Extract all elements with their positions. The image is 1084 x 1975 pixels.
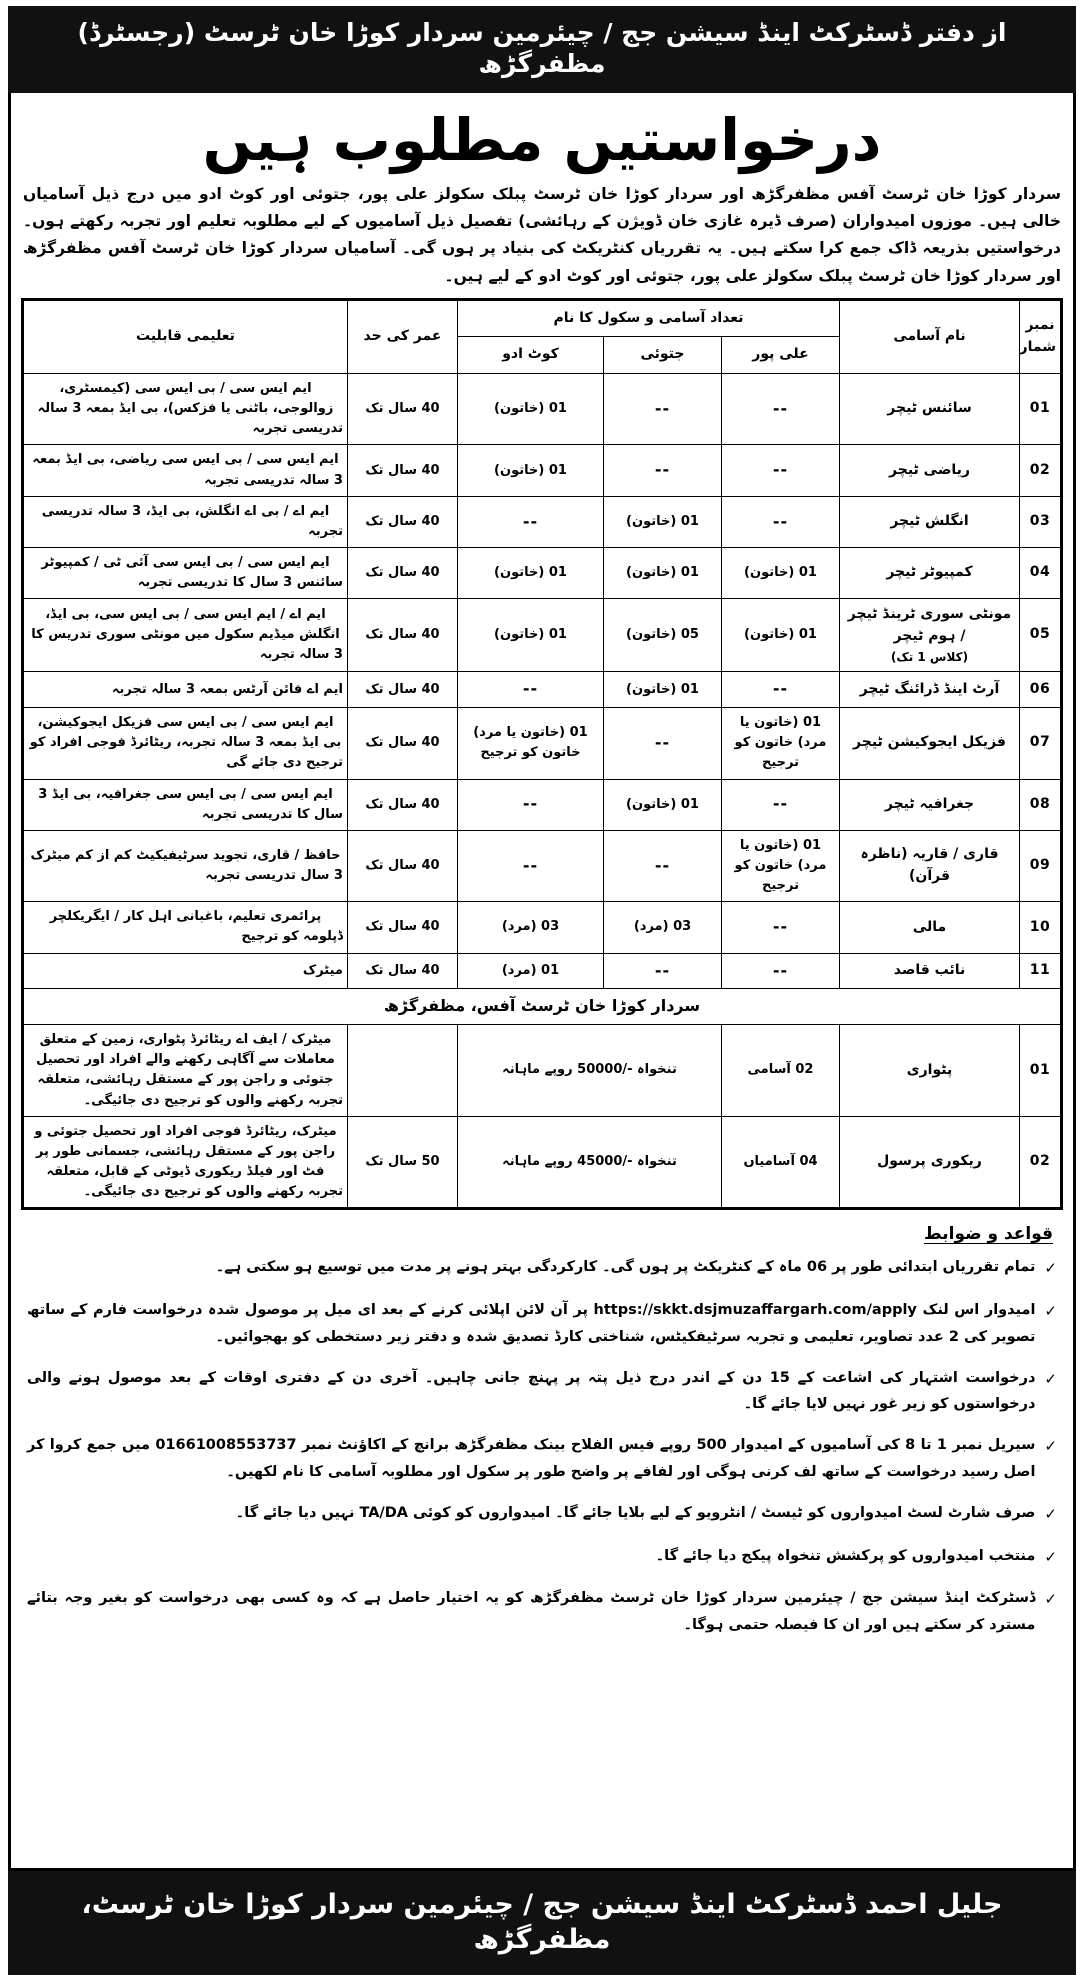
cell-jatoi-9: 03 (مرد) xyxy=(604,902,722,953)
rule-text-6: ڈسٹرکٹ اینڈ سیشن جج / چیئرمین سردار کوڑا خان ٹرسٹ مظفرگڑھ کو یہ اختیار حاصل ہے کہ وہ کسی بھی درخواست کو بغیر وجہ بتائے مسترد کر سکتے ہیں اور ان کا فیصلہ حتمی ہوگا۔ xyxy=(27,1590,1036,1634)
cell-salary-s2-0: تنخواہ -/50000 روپے ماہانہ xyxy=(457,1025,721,1117)
table-row xyxy=(23,1116,1062,1209)
cell-qualification-8: حافظ / قاری، تجوید سرٹیفیکیٹ کم از کم میٹرک 3 سال تدریسی تجربہ xyxy=(23,830,348,901)
cell-qualification-1: ایم ایس سی / بی ایس سی ریاضی، بی ایڈ بمعہ 3 سالہ تدریسی تجربہ xyxy=(23,445,348,496)
cell-kotaddu-9: 03 (مرد) xyxy=(457,902,603,953)
cell-post-9: مالی xyxy=(840,902,1020,953)
cell-serial-7: 08 xyxy=(1020,779,1062,830)
cell-qualification-7: ایم ایس سی / بی ایس سی جغرافیہ، بی ایڈ 3 سال کا تدریسی تجربہ xyxy=(23,779,348,830)
check-icon: ✓ xyxy=(1044,1259,1057,1278)
cell-alipur-0: -- xyxy=(722,374,840,445)
header-serial: نمبر شمار xyxy=(1020,299,1062,373)
cell-serial-1: 02 xyxy=(1020,445,1062,496)
cell-age-6: 40 سال تک xyxy=(347,708,457,779)
cell-alipur-1: -- xyxy=(722,445,840,496)
list-item xyxy=(27,1543,1057,1572)
table-row xyxy=(23,830,1062,901)
check-icon: ✓ xyxy=(1044,1547,1057,1566)
cell-post-4: مونٹی سوری ٹرینڈ ٹیچر / ہوم ٹیچر (کلاس 1 تک) xyxy=(840,599,1020,672)
header-alipur: علی پور xyxy=(722,337,840,374)
vacancies-table xyxy=(21,298,1063,1211)
rule-text-2: درخواست اشتہار کی اشاعت کے 15 دن کے اندر درج ذیل پتہ پر پہنچ جانی چاہیں۔ آخری دن کے دفتری اوقات کے بعد موصول ہونے والی درخواستوں کو زیر غور نہیں لایا جائے گا۔ xyxy=(27,1369,1036,1413)
cell-serial-9: 10 xyxy=(1020,902,1062,953)
cell-kotaddu-6: 01 (خاتون یا مرد) خاتون کو ترجیح xyxy=(457,708,603,779)
cell-age-s2-0 xyxy=(347,1025,457,1117)
cell-serial-4: 05 xyxy=(1020,599,1062,672)
cell-qualification-9: پرائمری تعلیم، باغبانی اہل کار / ایگریکلچر ڈپلومہ کو ترجیح xyxy=(23,902,348,953)
cell-qualification-4: ایم اے / ایم ایس سی / بی ایس سی، بی ایڈ، انگلش میڈیم سکول میں مونٹی سوری تدریس کا 3 سالہ تجربہ xyxy=(23,599,348,672)
cell-jatoi-6: -- xyxy=(604,708,722,779)
table-row xyxy=(23,374,1062,445)
header-kotaddu: کوٹ ادو xyxy=(457,337,603,374)
intro-paragraph: سردار کوڑا خان ٹرسٹ آفس مظفرگڑھ اور سردار کوڑا خان ٹرسٹ پبلک سکولز علی پور، جتوئی اور کوٹ ادو میں درج ذیل آسامیاں خالی ہیں۔ موزوں امیدواران (صرف ڈیرہ غازی خان ڈویژن کے رہائشی) تفصیل ذیل آسامیوں کے لیے مطلوبہ تعلیم اور تجربہ رکھتے ہوں۔ درخواستیں بذریعہ ڈاک جمع کرا سکتے ہیں۔ یہ تقرریاں کنٹریکٹ کی بنیاد پر ہوں گی۔ آسامیاں سردار کوڑا خان ٹرسٹ آفس مظفرگڑھ اور سردار کوڑا خان ٹرسٹ پبلک سکولز علی پور، جتوئی اور کوٹ ادو کے لیے ہیں۔ xyxy=(23,185,1061,285)
header-age-limit: عمر کی حد xyxy=(347,299,457,373)
check-icon: ✓ xyxy=(1044,1369,1057,1388)
cell-count-s2-0: 02 آسامی xyxy=(722,1025,840,1117)
cell-alipur-5: -- xyxy=(722,672,840,708)
cell-age-2: 40 سال تک xyxy=(347,496,457,547)
cell-alipur-3: 01 (خاتون) xyxy=(722,548,840,599)
cell-jatoi-7: 01 (خاتون) xyxy=(604,779,722,830)
list-item xyxy=(27,1585,1057,1639)
cell-kotaddu-0: 01 (خاتون) xyxy=(457,374,603,445)
table-row xyxy=(23,708,1062,779)
cell-salary-s2-1: تنخواہ -/45000 روپے ماہانہ xyxy=(457,1116,721,1209)
table-row xyxy=(23,496,1062,547)
cell-post-6: فزیکل ایجوکیشن ٹیچر xyxy=(840,708,1020,779)
list-item xyxy=(27,1365,1057,1419)
cell-post-10: نائب قاصد xyxy=(840,953,1020,989)
cell-alipur-4: 01 (خاتون) xyxy=(722,599,840,672)
cell-post-1: ریاضی ٹیچر xyxy=(840,445,1020,496)
cell-age-8: 40 سال تک xyxy=(347,830,457,901)
header-count-and-school: تعداد آسامی و سکول کا نام xyxy=(457,299,839,337)
rules-list xyxy=(27,1254,1057,1639)
cell-serial-6: 07 xyxy=(1020,708,1062,779)
list-item xyxy=(27,1254,1057,1283)
table-row xyxy=(23,902,1062,953)
cell-serial-8: 09 xyxy=(1020,830,1062,901)
cell-qualification-10: میٹرک xyxy=(23,953,348,989)
cell-age-9: 40 سال تک xyxy=(347,902,457,953)
cell-qualification-5: ایم اے فائن آرٹس بمعہ 3 سالہ تجربہ xyxy=(23,672,348,708)
table-row xyxy=(23,548,1062,599)
poster-body-frame xyxy=(8,93,1076,1871)
cell-alipur-2: -- xyxy=(722,496,840,547)
bank-account-number: 01661008553737 xyxy=(155,1437,297,1454)
cell-age-5: 40 سال تک xyxy=(347,672,457,708)
cell-kotaddu-1: 01 (خاتون) xyxy=(457,445,603,496)
cell-qualification-0: ایم ایس سی / بی ایس سی (کیمسٹری، زوالوجی، باٹنی یا فزکس)، بی ایڈ بمعہ 3 سالہ تدریسی تجربہ xyxy=(23,374,348,445)
table-row xyxy=(23,672,1062,708)
cell-age-4: 40 سال تک xyxy=(347,599,457,672)
cell-jatoi-1: -- xyxy=(604,445,722,496)
cell-serial-0: 01 xyxy=(1020,374,1062,445)
cell-kotaddu-3: 01 (خاتون) xyxy=(457,548,603,599)
cell-kotaddu-2: -- xyxy=(457,496,603,547)
cell-alipur-9: -- xyxy=(722,902,840,953)
cell-post-s2-0: پٹواری xyxy=(840,1025,1020,1117)
cell-kotaddu-8: -- xyxy=(457,830,603,901)
cell-jatoi-4: 05 (خاتون) xyxy=(604,599,722,672)
cell-kotaddu-10: 01 (مرد) xyxy=(457,953,603,989)
cell-jatoi-10: -- xyxy=(604,953,722,989)
cell-serial-s2-1: 02 xyxy=(1020,1116,1062,1209)
cell-serial-s2-0: 01 xyxy=(1020,1025,1062,1117)
cell-post-7: جغرافیہ ٹیچر xyxy=(840,779,1020,830)
cell-serial-2: 03 xyxy=(1020,496,1062,547)
cell-qualification-3: ایم ایس سی / بی ایس سی آئی ٹی / کمپیوٹر سائنس 3 سال کا تدریسی تجربہ xyxy=(23,548,348,599)
table-row xyxy=(23,599,1062,672)
cell-count-s2-1: 04 آسامیاں xyxy=(722,1116,840,1209)
list-item xyxy=(27,1432,1057,1486)
cell-post-5: آرٹ اینڈ ڈرائنگ ٹیچر xyxy=(840,672,1020,708)
cell-alipur-6: 01 (خاتون یا مرد) خاتون کو ترجیح xyxy=(722,708,840,779)
bottom-banner-signature: جلیل احمد ڈسٹرکٹ اینڈ سیشن جج / چیئرمین سردار کوڑا خان ٹرسٹ، مظفرگڑھ xyxy=(8,1871,1076,1975)
cell-age-1: 40 سال تک xyxy=(347,445,457,496)
list-item xyxy=(27,1297,1057,1351)
cell-age-0: 40 سال تک xyxy=(347,374,457,445)
table-row xyxy=(23,445,1062,496)
cell-jatoi-2: 01 (خاتون) xyxy=(604,496,722,547)
table-body xyxy=(23,374,1062,1209)
cell-kotaddu-4: 01 (خاتون) xyxy=(457,599,603,672)
table-row xyxy=(23,779,1062,830)
cell-jatoi-5: 01 (خاتون) xyxy=(604,672,722,708)
cell-post-8: قاری / قاریہ (ناظرہ قرآن) xyxy=(840,830,1020,901)
cell-jatoi-3: 01 (خاتون) xyxy=(604,548,722,599)
table-header xyxy=(23,299,1062,373)
cell-kotaddu-7: -- xyxy=(457,779,603,830)
cell-post-3: کمپیوٹر ٹیچر xyxy=(840,548,1020,599)
rule-text-3: سیریل نمبر 1 تا 8 کی آسامیوں کے امیدوار 500 روپے فیس الفلاح بینک مظفرگڑھ برانچ کے اکاؤنٹ نمبر 01661008553737 میں جمع کروا کر اصل رسید درخواست کے ساتھ لف کرنی ہوگی اور لفافے پر واضح طور پر سکول اور مطلوبہ آسامی کا نام لکھیں۔ xyxy=(27,1432,1035,1486)
rule-text-4: صرف شارٹ لسٹ امیدواروں کو ٹیسٹ / انٹرویو کے لیے بلایا جائے گا۔ امیدواروں کو کوئی TA/DA نہیں دیا جائے گا۔ xyxy=(235,1504,1036,1521)
cell-age-7: 40 سال تک xyxy=(347,779,457,830)
cell-age-s2-1: 50 سال تک xyxy=(347,1116,457,1209)
cell-post-4-note: (کلاس 1 تک) xyxy=(890,649,969,664)
cell-alipur-10: -- xyxy=(722,953,840,989)
cell-alipur-7: -- xyxy=(722,779,840,830)
header-qualification: تعلیمی قابلیت xyxy=(23,299,348,373)
cell-age-3: 40 سال تک xyxy=(347,548,457,599)
cell-post-2: انگلش ٹیچر xyxy=(840,496,1020,547)
rule-text-1: امیدوار اس لنک https://skkt.dsjmuzaffargarh.com/apply پر آن لائن اپلائی کرنے کے بعد ای میل پر موصول شدہ درخواست فارم کے ساتھ تصویر کی 2 عدد تصاویر، تعلیمی و تجربہ سرٹیفکیٹس، شناختی کارڈ تصدیق شدہ و دفتر زیر دستخطی کو بھجوائیں۔ xyxy=(27,1297,1035,1351)
top-banner: از دفتر ڈسٹرکٹ اینڈ سیشن جج / چیئرمین سردار کوڑا خان ٹرسٹ (رجسٹرڈ) مظفرگڑھ xyxy=(8,6,1076,93)
cell-post-s2-1: ریکوری پرسول xyxy=(840,1116,1020,1209)
cell-jatoi-8: -- xyxy=(604,830,722,901)
cell-qualification-s2-1: میٹرک، ریٹائرڈ فوجی افراد اور تحصیل جتوئی و راجن پور کے مستقل رہائشی، جسمانی طور پر فٹ اور فیلڈ ریکوری ڈیوٹی کے قابل، متعلقہ تجربہ رکھنے والوں کو ترجیح دی جائیگی۔ xyxy=(23,1116,348,1209)
cell-jatoi-0: -- xyxy=(604,374,722,445)
check-icon: ✓ xyxy=(1044,1590,1057,1609)
section-header-row xyxy=(23,989,1062,1025)
cell-age-10: 40 سال تک xyxy=(347,953,457,989)
header-jatoi: جتوئی xyxy=(604,337,722,374)
rule-text-0: تمام تقرریاں ابتدائی طور پر 06 ماہ کے کنٹریکٹ پر ہوں گی۔ کارکردگی بہتر ہونے پر مدت میں توسیع ہو سکتی ہے۔ xyxy=(215,1259,1036,1276)
header-post-name: نام آسامی xyxy=(840,299,1020,373)
page-title: درخواستیں مطلوب ہیں xyxy=(202,105,882,174)
table-row xyxy=(23,953,1062,989)
check-icon: ✓ xyxy=(1044,1504,1057,1523)
apply-url[interactable]: https://skkt.dsjmuzaffargarh.com/apply xyxy=(593,1301,917,1318)
cell-kotaddu-5: -- xyxy=(457,672,603,708)
cell-qualification-s2-0: میٹرک / ایف اے ریٹائرڈ پٹواری، زمین کے متعلق معاملات سے آگاہی رکھنے والے افراد اور تحصیل جتوئی و راجن پور کے مستقل رہائشی، متعلقہ تجربہ رکھنے والوں کو ترجیح دی جائیگی۔ xyxy=(23,1025,348,1117)
cell-serial-5: 06 xyxy=(1020,672,1062,708)
check-icon: ✓ xyxy=(1044,1437,1057,1456)
rules-section xyxy=(21,1210,1063,1659)
cell-qualification-6: ایم ایس سی / بی ایس سی فزیکل ایجوکیشن، بی ایڈ بمعہ 3 سالہ تجربہ، ریٹائرڈ فوجی افراد کو ترجیح دی جائے گی xyxy=(23,708,348,779)
rule-text-5: منتخب امیدواروں کو پرکشش تنخواہ پیکج دیا جائے گا۔ xyxy=(655,1547,1036,1564)
cell-post-0: سائنس ٹیچر xyxy=(840,374,1020,445)
table-header-row-1 xyxy=(23,299,1062,337)
cell-qualification-2: ایم اے / بی اے انگلش، بی ایڈ، 3 سالہ تدریسی تجربہ xyxy=(23,496,348,547)
cell-serial-3: 04 xyxy=(1020,548,1062,599)
check-icon: ✓ xyxy=(1044,1301,1057,1320)
rules-title: قواعد و ضوابط xyxy=(924,1224,1053,1245)
cell-serial-10: 11 xyxy=(1020,953,1062,989)
section2-title: سردار کوڑا خان ٹرسٹ آفس، مظفرگڑھ xyxy=(23,989,1062,1025)
cell-alipur-8: 01 (خاتون یا مرد) خاتون کو ترجیح xyxy=(722,830,840,901)
table-row xyxy=(23,1025,1062,1117)
list-item xyxy=(27,1500,1057,1529)
